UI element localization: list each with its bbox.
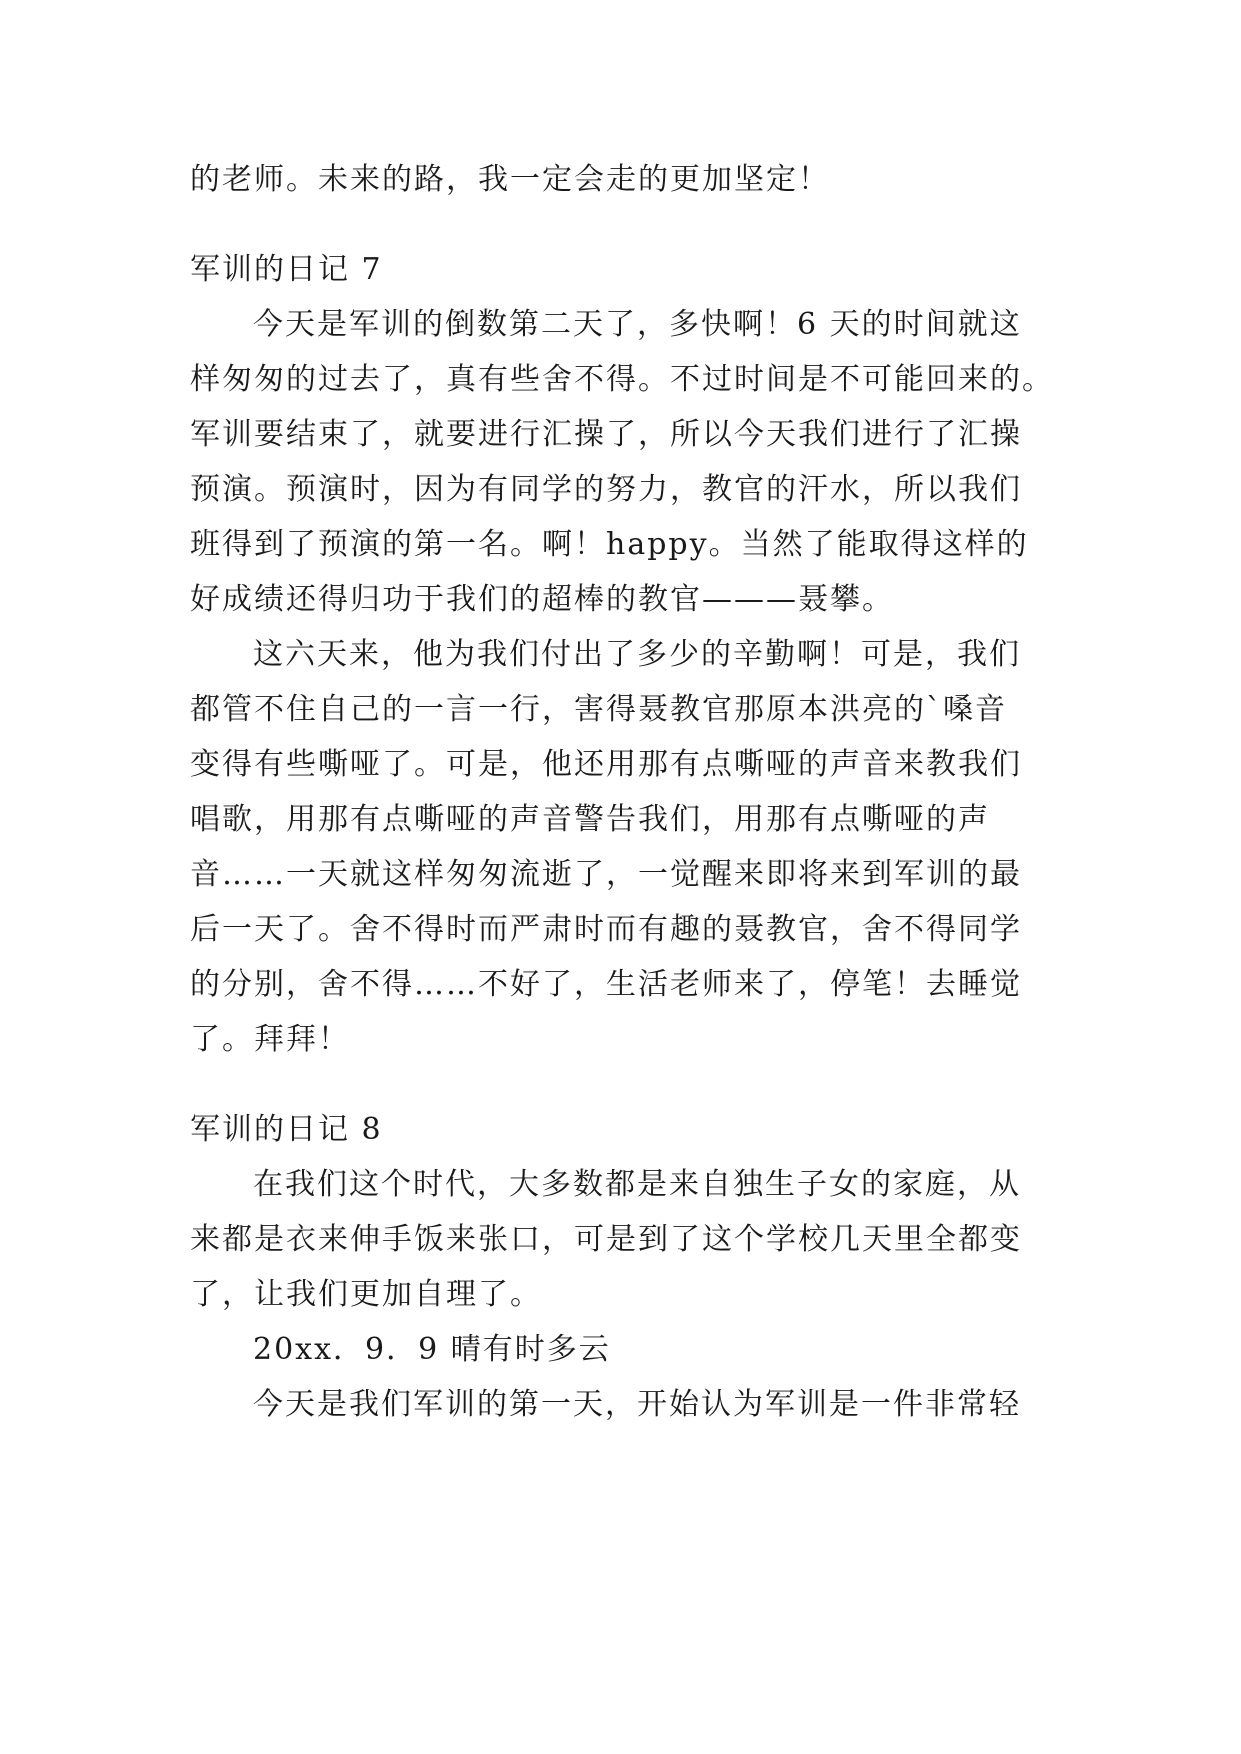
paragraph-line: 在我们这个时代，大多数都是来自独生子女的家庭，从 (253, 1167, 1021, 1202)
paragraph-line: 样匆匆的过去了，真有些舍不得。不过时间是不可能回来的。 (190, 362, 1054, 397)
paragraph-line: 军训要结束了，就要进行汇操了，所以今天我们进行了汇操 (190, 417, 1022, 452)
paragraph-line: 的老师。未来的路，我一定会走的更加坚定！ (190, 162, 830, 197)
paragraph-line: 了，让我们更加自理了。 (190, 1277, 542, 1312)
paragraph-line: 音……一天就这样匆匆流逝了，一觉醒来即将来到军训的最 (190, 857, 1022, 892)
paragraph-line: 后一天了。舍不得时而严肃时而有趣的聂教官，舍不得同学 (190, 912, 1022, 947)
paragraph-line: 的分别，舍不得……不好了，生活老师来了，停笔！去睡觉 (190, 967, 1022, 1002)
paragraph-line: 这六天来，他为我们付出了多少的辛勤啊！可是，我们 (253, 637, 1021, 672)
paragraph-line: 预演。预演时，因为有同学的努力，教官的汗水，所以我们 (190, 472, 1022, 507)
section-heading: 军训的日记 8 (190, 1112, 383, 1147)
paragraph-line: 好成绩还得归功于我们的超棒的教官———聂攀。 (190, 582, 894, 617)
paragraph-line: 班得到了预演的第一名。啊！happy。当然了能取得这样的 (190, 527, 1029, 562)
paragraph-line: 了。拜拜！ (190, 1022, 350, 1057)
paragraph-line: 都管不住自己的一言一行，害得聂教官那原本洪亮的`嗓音 (190, 692, 1007, 727)
paragraph-line: 今天是军训的倒数第二天了，多快啊！6 天的时间就这 (253, 307, 1022, 342)
paragraph-line: 唱歌，用那有点嘶哑的声音警告我们，用那有点嘶哑的声 (190, 802, 990, 837)
section-heading: 军训的日记 7 (190, 252, 383, 287)
paragraph-line: 今天是我们军训的第一天，开始认为军训是一件非常轻 (253, 1387, 1021, 1422)
date-weather-line: 20xx．9．9 晴有时多云 (253, 1332, 611, 1367)
paragraph-line: 来都是衣来伸手饭来张口，可是到了这个学校几天里全都变 (190, 1222, 1022, 1257)
paragraph-line: 变得有些嘶哑了。可是，他还用那有点嘶哑的声音来教我们 (190, 747, 1022, 782)
